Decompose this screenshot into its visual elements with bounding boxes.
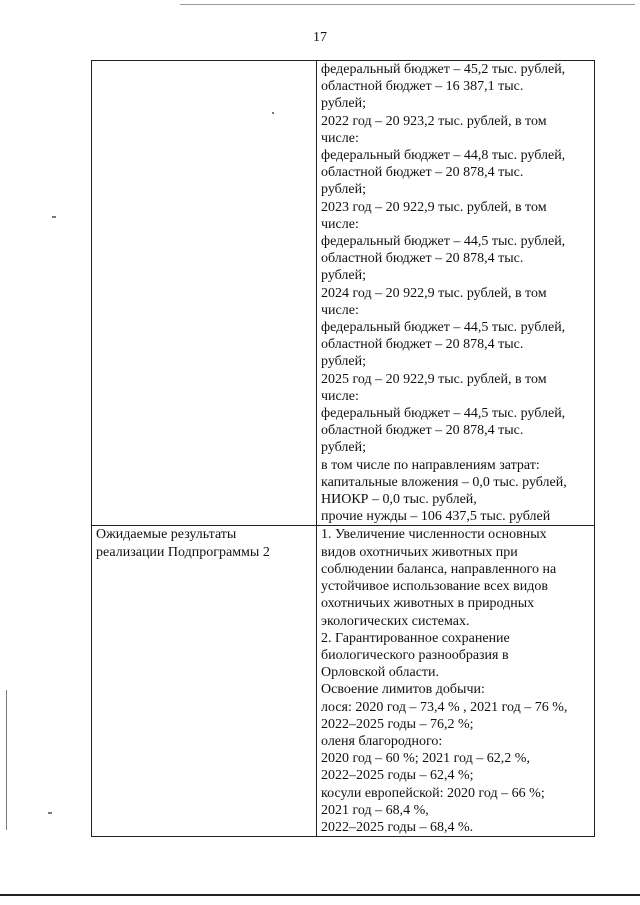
row-value-line: 2022–2025 годы – 62,4 %;	[321, 768, 474, 784]
page-number: 17	[313, 30, 327, 45]
row-value-line: рублей;	[321, 354, 366, 370]
row-value-line: рублей;	[321, 182, 366, 198]
top-rule	[180, 4, 635, 5]
row-value-line: 2. Гарантированное сохранение	[321, 630, 510, 646]
row-value-line: рублей;	[321, 96, 366, 112]
row-value-line: НИОКР – 0,0 тыс. рублей,	[321, 492, 477, 508]
table-row-expected-results	[92, 526, 595, 837]
row-value-line: видов охотничьих животных при	[321, 544, 518, 560]
row-value-line: федеральный бюджет – 44,5 тыс. рублей,	[321, 320, 566, 336]
row-value-line: 2025 год – 20 922,9 тыс. рублей, в том	[321, 371, 547, 387]
row-value-line: 2020 год – 60 %; 2021 год – 62,2 %,	[321, 751, 530, 767]
row-value-line: областной бюджет – 20 878,4 тыс.	[321, 165, 524, 181]
row-value-line: косули европейской: 2020 год – 66 %;	[321, 785, 545, 801]
row-value-line: рублей;	[321, 268, 366, 284]
row-label-cell	[92, 526, 317, 837]
row-value-line: 1. Увеличение численности основных	[321, 527, 547, 543]
table-row-funding	[92, 61, 595, 526]
row-value-line: 2021 год – 68,4 %,	[321, 802, 429, 818]
row-label-line: реализации Подпрограммы 2	[96, 544, 270, 560]
row-value-line: федеральный бюджет – 44,8 тыс. рублей,	[321, 148, 566, 164]
row-value-line: Освоение лимитов добычи:	[321, 682, 485, 698]
row-value-line: областной бюджет – 20 878,4 тыс.	[321, 337, 524, 353]
scan-speck	[48, 812, 52, 814]
row-value-line: капитальные вложения – 0,0 тыс. рублей,	[321, 474, 567, 490]
row-value-line: областной бюджет – 20 878,4 тыс.	[321, 251, 524, 267]
row-value-line: охотничьих животных в природных	[321, 596, 535, 612]
row-value-line: в том числе по направлениям затрат:	[321, 457, 540, 473]
row-label-cell	[92, 61, 317, 526]
row-value-line: числе:	[321, 130, 359, 146]
row-value-line: Орловской области.	[321, 665, 440, 681]
row-label-line: Ожидаемые результаты	[96, 527, 237, 543]
row-value-line: соблюдении баланса, направленного на	[321, 561, 557, 577]
row-value-line: областной бюджет – 16 387,1 тыс.	[321, 79, 524, 95]
row-value-line: числе:	[321, 216, 359, 232]
row-value-line: оленя благородного:	[321, 733, 443, 749]
row-value-line: 2022 год – 20 923,2 тыс. рублей, в том	[321, 113, 547, 129]
scan-speck	[272, 112, 274, 114]
bottom-rule	[0, 894, 640, 896]
row-value-line: лося: 2020 год – 73,4 % , 2021 год – 76 %,	[321, 699, 568, 715]
row-value-line: устойчивое использование всех видов	[321, 579, 549, 595]
row-value-line: 2022–2025 годы – 76,2 %;	[321, 716, 474, 732]
row-value-line: 2022–2025 годы – 68,4 %.	[321, 819, 474, 835]
row-value-line: биологического разнообразия в	[321, 647, 509, 663]
scan-speck	[52, 216, 56, 218]
row-value-line: 2024 год – 20 922,9 тыс. рублей, в том	[321, 285, 547, 301]
passport-table	[91, 60, 595, 837]
row-value-line: рублей;	[321, 440, 366, 456]
row-value-line: областной бюджет – 20 878,4 тыс.	[321, 423, 524, 439]
row-value-line: прочие нужды – 106 437,5 тыс. рублей	[321, 509, 551, 525]
row-value-line: федеральный бюджет – 44,5 тыс. рублей,	[321, 234, 566, 250]
row-value-line: федеральный бюджет – 45,2 тыс. рублей,	[321, 62, 566, 77]
row-value-line: федеральный бюджет – 44,5 тыс. рублей,	[321, 406, 566, 422]
row-value-line: 2023 год – 20 922,9 тыс. рублей, в том	[321, 199, 547, 215]
scan-speck	[6, 690, 7, 830]
row-value-cell	[317, 61, 595, 526]
row-value-line: экологических системах.	[321, 613, 470, 629]
row-value-cell	[317, 526, 595, 837]
row-value-line: числе:	[321, 302, 359, 318]
row-value-line: числе:	[321, 388, 359, 404]
